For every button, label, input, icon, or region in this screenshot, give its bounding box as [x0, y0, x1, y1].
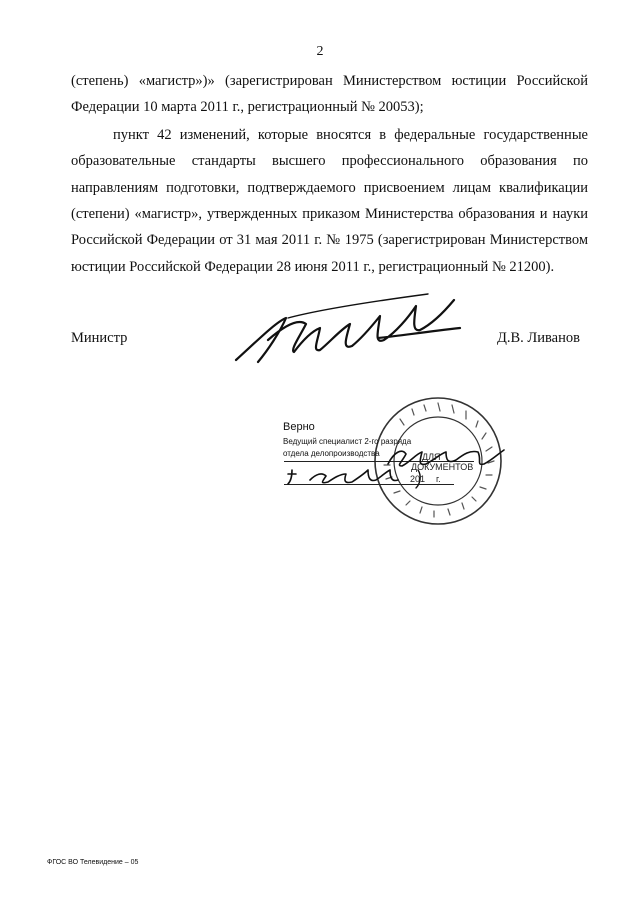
paragraph-point-42: пункт 42 изменений, которые вносятся в федеральные государственные образовательные стандарты высшего профессионального образования по направлениям подготовки, подтверждаемого присвоением лицам квалификации (степени) «магистр», утвержденных приказом Министерства образования и науки Российской Федерации от 31 мая 2011 г. № 1975 (зарегистрирован Министерством юстиции Российской Федерации 28 июня 2011 г., регистрационный № 21200). — [71, 126, 588, 275]
footer-code: ФГОС ВО Телевидение – 05 — [47, 859, 139, 866]
minister-signature — [228, 280, 478, 380]
stamp-label-for: ДЛЯ — [422, 452, 441, 462]
certification-position-line-1: Ведущий специалист 2-го разряда — [283, 437, 412, 446]
stamp-label-g: г. — [436, 474, 441, 484]
minister-title: Министр — [71, 330, 128, 346]
stamp-label-year: 201 — [410, 474, 426, 484]
paragraph-registration: (степень) «магистр»)» (зарегистрирован Министерством юстиции Российской Федерации 10 марта 2011 г., регистрационный № 20053); — [71, 73, 588, 116]
page-number: 2 — [316, 44, 324, 59]
stamp-label-documents: ДОКУМЕНТОВ — [411, 462, 474, 472]
certification-position-line-2: отдела делопроизводства — [283, 449, 380, 458]
minister-name: Д.В. Ливанов — [497, 330, 580, 346]
document-body — [71, 68, 588, 280]
handwritten-certification — [270, 440, 510, 500]
certification-verno: Верно — [283, 421, 315, 433]
